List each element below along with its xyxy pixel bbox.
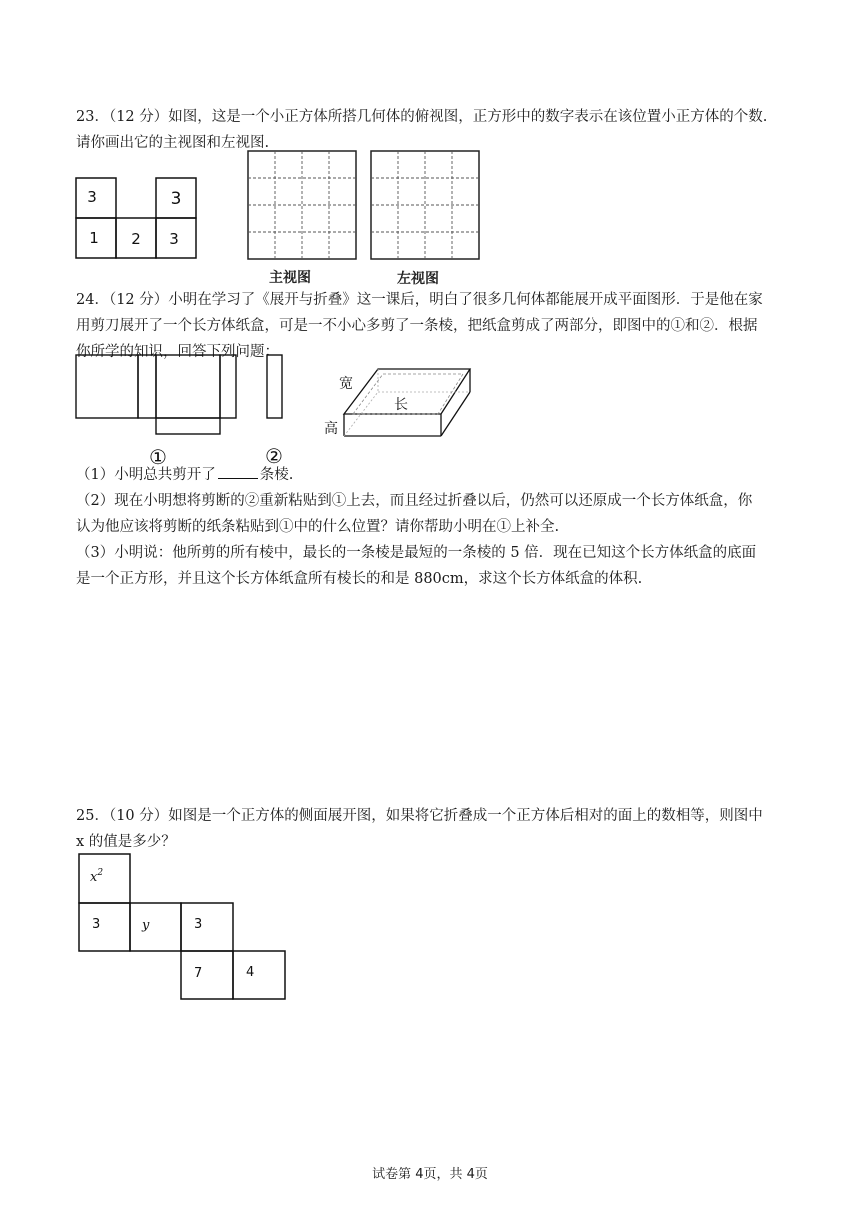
net-piece-1 xyxy=(76,355,236,434)
q24-sub1-after: 条棱. xyxy=(259,467,294,483)
box-width-label: 宽 xyxy=(339,376,353,392)
net-face-7 xyxy=(181,951,233,999)
top-view-count: 1 xyxy=(89,229,99,247)
net-face-3b xyxy=(181,903,233,951)
net-value: 3 xyxy=(194,917,203,932)
q25-cube-net xyxy=(76,852,290,1002)
net-value-y: y xyxy=(142,918,150,933)
net-value: 4 xyxy=(246,965,255,980)
box-diagram xyxy=(324,369,470,437)
q23-top-view-figure xyxy=(74,176,200,262)
net-value-x: $x^2$ xyxy=(90,868,104,885)
q25-line2: x 的值是多少？ xyxy=(76,834,176,850)
front-view-label: 主视图 xyxy=(269,270,311,286)
q24-sub2 xyxy=(76,488,796,540)
answer-blank[interactable] xyxy=(218,464,258,479)
box-length-label: 长 xyxy=(394,397,408,413)
q24-line2: 用剪刀展开了一个长方体纸盒，可是一不小心多剪了一条棱，把纸盒剪成了两部分，即图中的①和②．根据 xyxy=(76,318,758,334)
top-view-count: 3 xyxy=(169,230,179,248)
q25-text xyxy=(76,803,796,855)
net-face-4 xyxy=(233,951,285,999)
q23-answer-grids xyxy=(244,148,484,286)
net-piece-2 xyxy=(267,355,282,418)
q24-sub2-line2: 认为他应该将剪断的纸条粘贴到①中的什么位置？请你帮助小明在①上补全. xyxy=(76,519,560,535)
q24-figure xyxy=(74,352,474,468)
left-view-grid[interactable] xyxy=(371,151,479,259)
page-footer: 试卷第 4页，共 4页 xyxy=(372,1167,488,1182)
top-view-count: 3 xyxy=(170,189,182,209)
net-face-y xyxy=(130,903,181,951)
q24-sub3 xyxy=(76,540,796,592)
net-face-3 xyxy=(79,903,130,951)
top-view-count: 3 xyxy=(87,188,97,206)
left-view-label: 左视图 xyxy=(397,271,439,286)
q25-line1: 25．（10 分）如图是一个正方体的侧面展开图，如果将它折叠成一个正方体后相对的面上的数相等，则图中 xyxy=(76,808,763,824)
q24-sub2-line1: （2）现在小明想将剪断的②重新粘贴到①上去，而且经过折叠以后，仍然可以还原成一个长方体纸盒，你 xyxy=(76,493,753,509)
box-height-label: 高 xyxy=(324,421,338,437)
q24-sub3-line2: 是一个正方形，并且这个长方体纸盒所有棱长的和是 880cm，求这个长方体纸盒的体积. xyxy=(76,571,643,587)
q24-sub1 xyxy=(76,462,796,488)
piece-1-label: ① xyxy=(149,445,167,468)
q24-line3: 你所学的知识，回答下列问题： xyxy=(76,344,279,360)
q24-sub3-line1: （3）小明说：他所剪的所有棱中，最长的一条棱是最短的一条棱的 5 倍．现在已知这个长方体纸盒的底面 xyxy=(76,545,757,561)
net-value: 7 xyxy=(194,966,203,981)
q24-line1: 24．（12 分）小明在学习了《展开与折叠》这一课后，明白了很多几何体都能展开成平面图形．于是他在家 xyxy=(76,292,763,308)
net-face-x2 xyxy=(79,854,130,903)
q24-sub1-before: （1）小明总共剪开了 xyxy=(76,467,216,483)
q23-line2: 请你画出它的主视图和左视图. xyxy=(76,135,270,151)
net-value: 3 xyxy=(92,917,101,932)
top-view-count: 2 xyxy=(131,230,141,248)
piece-2-label: ② xyxy=(265,444,283,468)
front-view-grid[interactable] xyxy=(248,151,356,259)
q23-line1: 23．（12 分）如图，这是一个小正方体所搭几何体的俯视图，正方形中的数字表示在该位置小正方体的个数. xyxy=(76,109,768,125)
